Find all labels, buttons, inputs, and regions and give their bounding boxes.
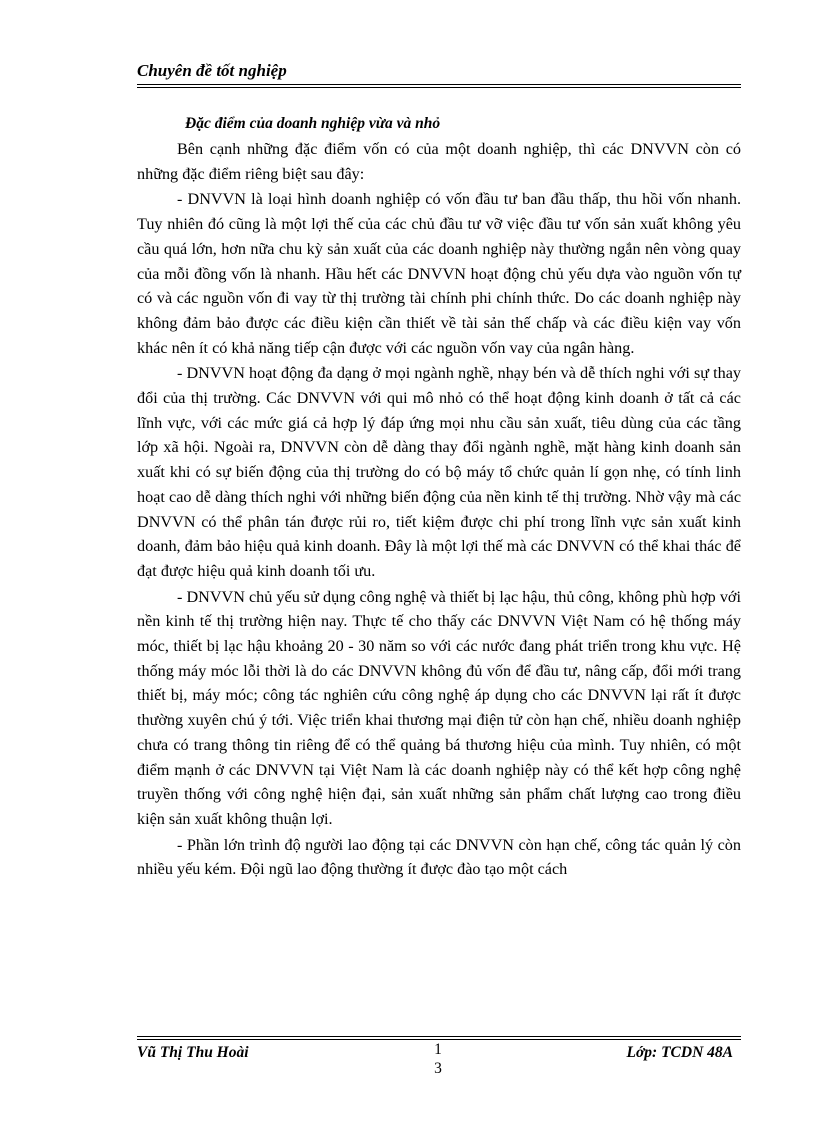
header-rule [137, 87, 741, 88]
paragraph: - Phần lớn trình độ người lao động tại các DNVVN còn hạn chế, công tác quản lý còn nhiều yếu kém. Đội ngũ lao động thường ít được đào tạo một cách [137, 835, 741, 879]
footer-rule [137, 1036, 741, 1037]
document-body [137, 112, 741, 882]
section-heading: Đặc điểm của doanh nghiệp vừa và nhỏ [185, 115, 441, 132]
paragraph: - DNVVN là loại hình doanh nghiệp có vốn đầu tư ban đầu thấp, thu hồi vốn nhanh. Tuy nhiên đó cũng là một lợi thế của các chủ đầu tư vỡ việc đầu tư vốn sản xuất không yêu cầu quá lớn, hơn nữa chu kỳ sản xuất của các doanh nghiệp này thường ngắn nên vòng quay của mỗi đồng vốn là nhanh. Hầu hết các DNVVN hoạt động chủ yếu dựa vào nguồn vốn tự có và các nguồn vốn đi vay từ thị trường tài chính phi chính thức. Do các doanh nghiệp này không đảm bảo được các điều kiện cần thiết về tài sản thế chấp và các điều kiện vay vốn khác nên ít có khả năng tiếp cận được với các nguồn vốn vay của ngân hàng. [137, 190, 741, 357]
paragraph: Bên cạnh những đặc điểm vốn có của một doanh nghiệp, thì các DNVVN còn có những đặc điểm riêng biệt sau đây: [137, 140, 741, 183]
page-number-line: 1 [434, 1041, 442, 1058]
page-number-line: 3 [434, 1060, 442, 1077]
paragraph: - DNVVN hoạt động đa dạng ở mọi ngành nghề, nhạy bén và dễ thích nghi với sự thay đổi của thị trường. Các DNVVN với qui mô nhỏ có thể hoạt động kinh doanh ở tất cả các lĩnh vực, với các mức giá cả hợp lý đáp ứng mọi nhu cầu sản xuất, tiêu dùng của các tầng lớp xã hội. Ngoài ra, DNVVN còn dễ dàng thay đổi ngành nghề, mặt hàng kinh doanh sản xuất khi có sự biến động của thị trường do có bộ máy tổ chức quản lí gọn nhẹ, có tính linh hoạt cao dễ dàng thích nghi với những biến động của nền kinh tế thị trường. Nhờ vậy mà các DNVVN có thể phân tán được rủi ro, tiết kiệm được chi phí trong lĩnh vực sản xuất kinh doanh, đảm bảo hiệu quả kinh doanh. Đây là một lợi thế mà các DNVVN có thể khai thác để đạt được hiệu quả kinh doanh tối ưu. [137, 364, 741, 580]
header-rule [137, 84, 741, 85]
footer-author: Vũ Thị Thu Hoài [137, 1044, 249, 1061]
paragraph: - DNVVN chủ yếu sử dụng công nghệ và thiết bị lạc hậu, thủ công, không phù hợp với nền kinh tế thị trường hiện nay. Thực tế cho thấy các DNVVN Việt Nam có hệ thống máy móc, thiết bị lạc hậu khoảng 20 - 30 năm so với các nước đang phát triển trong khu vực. Hệ thống máy móc lỗi thời là do các DNVVN không đủ vốn để đầu tư, nâng cấp, đổi mới trang thiết bị, máy móc; công tác nghiên cứu công nghệ áp dụng cho các DNVVN lại rất ít được thường xuyên chú ý tới. Việc triển khai thương mại điện tử còn hạn chế, nhiều doanh nghiệp chưa có trang thông tin riêng để có thể quảng bá thương hiệu của mình. Tuy nhiên, có một điểm mạnh ở các DNVVN tại Việt Nam là các doanh nghiệp này có thể kết hợp công nghệ truyền thống với công nghệ hiện đại, sản xuất những sản phẩm chất lượng cao trong điều kiện sản xuất không thuận lợi. [137, 587, 741, 828]
page-number [428, 1040, 448, 1078]
footer-class: Lớp: TCDN 48A [626, 1044, 733, 1061]
header-title: Chuyên đề tốt nghiệp [137, 61, 287, 80]
